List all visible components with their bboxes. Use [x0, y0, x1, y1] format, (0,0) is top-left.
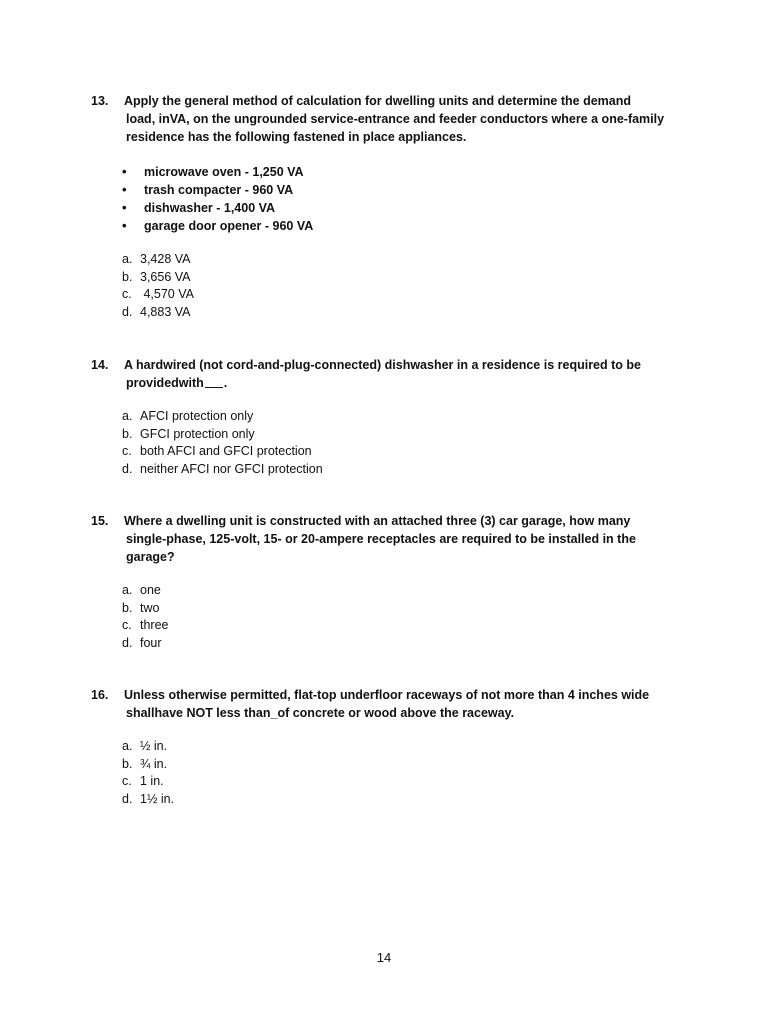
- question-text: [124, 92, 681, 146]
- question-text: [124, 356, 681, 392]
- option-letter: c.: [122, 774, 132, 788]
- option-letter: c.: [122, 444, 132, 458]
- answer-option: [91, 251, 681, 269]
- question-text: [124, 686, 681, 722]
- answer-option: [91, 791, 681, 809]
- question-13: [91, 92, 681, 321]
- option-text: AFCI protection only: [140, 409, 254, 423]
- option-letter: a.: [122, 252, 133, 266]
- list-item: • dishwasher - 1,400 VA: [122, 200, 276, 215]
- option-text: GFCI protection only: [140, 426, 255, 441]
- option-text: 1½ in.: [140, 791, 175, 806]
- answer-option: [91, 582, 681, 600]
- answer-option: [91, 443, 681, 461]
- question-14: [91, 356, 681, 478]
- option-text: ½ in.: [140, 739, 168, 753]
- option-letter: b.: [122, 756, 133, 771]
- option-text: 3,656 VA: [140, 269, 191, 284]
- question-text-line: load, inVA, on the ungrounded service-entrance and feeder conductors where a one-family: [126, 112, 665, 126]
- question-text: [124, 512, 681, 566]
- bullet-icon: •: [122, 218, 127, 233]
- answer-option: [91, 738, 681, 756]
- question-text-line: Apply the general method of calculation for dwelling units and determine the demand: [124, 94, 632, 108]
- list-item: • microwave oven - 1,250 VA: [122, 164, 304, 179]
- option-letter: d.: [122, 461, 133, 476]
- bullet-icon: •: [122, 200, 127, 215]
- answer-options: [91, 582, 681, 652]
- option-text: both AFCI and GFCI protection: [140, 444, 312, 458]
- question-text-line: Where a dwelling unit is constructed with an attached three (3) car garage, how many: [124, 514, 631, 528]
- option-text: neither AFCI nor GFCI protection: [140, 461, 323, 476]
- question-stem: [91, 92, 681, 146]
- option-letter: b.: [122, 269, 133, 284]
- answer-option: [91, 286, 681, 304]
- question-stem: [91, 512, 681, 566]
- bullet-icon: •: [122, 164, 127, 179]
- option-letter: a.: [122, 409, 133, 423]
- answer-option: [91, 635, 681, 653]
- option-text: 4,883 VA: [140, 304, 191, 319]
- answer-option: [91, 426, 681, 444]
- option-text: three: [140, 618, 169, 632]
- option-text: 1 in.: [140, 774, 164, 788]
- answer-options: [91, 251, 681, 321]
- option-letter: d.: [122, 304, 133, 319]
- option-text: one: [140, 583, 161, 597]
- option-letter: d.: [122, 791, 133, 806]
- answer-options: [91, 738, 681, 808]
- option-text: 3,428 VA: [140, 252, 191, 266]
- question-text-line: shallhave NOT less than_of concrete or wood above the raceway.: [126, 706, 515, 720]
- question-number: 15.: [91, 514, 109, 528]
- question-text-line: garage?: [126, 550, 175, 564]
- question-text-line: single-phase, 125-volt, 15- or 20-ampere receptacles are required to be installed in the: [126, 532, 636, 546]
- answer-option: [91, 408, 681, 426]
- answer-option: [91, 773, 681, 791]
- question-text-line: providedwith .: [126, 376, 228, 390]
- option-text: two: [140, 600, 160, 615]
- question-text-line: A hardwired (not cord-and-plug-connected) dishwasher in a residence is required to be: [124, 358, 641, 372]
- option-letter: b.: [122, 426, 133, 441]
- option-letter: a.: [122, 583, 133, 597]
- list-item: • trash compacter - 960 VA: [122, 182, 294, 197]
- question-stem: [91, 686, 681, 722]
- answer-option: [91, 756, 681, 774]
- page-number: 14: [376, 950, 392, 965]
- option-letter: d.: [122, 635, 133, 650]
- question-15: [91, 512, 681, 652]
- question-text-line: Unless otherwise permitted, flat-top underfloor raceways of not more than 4 inches wide: [124, 688, 650, 702]
- answer-option: [91, 600, 681, 618]
- option-letter: c.: [122, 618, 132, 632]
- option-text: ¾ in.: [140, 756, 168, 771]
- list-item: • garage door opener - 960 VA: [122, 218, 314, 233]
- question-number: 14.: [91, 358, 109, 372]
- option-text: four: [140, 635, 162, 650]
- answer-blank: [205, 375, 223, 388]
- answer-option: [91, 617, 681, 635]
- bullet-icon: •: [122, 182, 127, 197]
- option-text: 4,570 VA: [140, 287, 194, 301]
- question-number: 13.: [91, 94, 109, 108]
- question-text-line: residence has the following fastened in place appliances.: [126, 130, 467, 144]
- question-number: 16.: [91, 688, 109, 702]
- question-16: [91, 686, 681, 808]
- answer-option: [91, 461, 681, 479]
- answer-options: [91, 408, 681, 478]
- answer-option: [91, 304, 681, 322]
- question-stem: [91, 356, 681, 392]
- option-letter: b.: [122, 600, 133, 615]
- option-letter: c.: [122, 287, 132, 301]
- answer-option: [91, 269, 681, 287]
- appliance-list: [91, 163, 681, 235]
- option-letter: a.: [122, 739, 133, 753]
